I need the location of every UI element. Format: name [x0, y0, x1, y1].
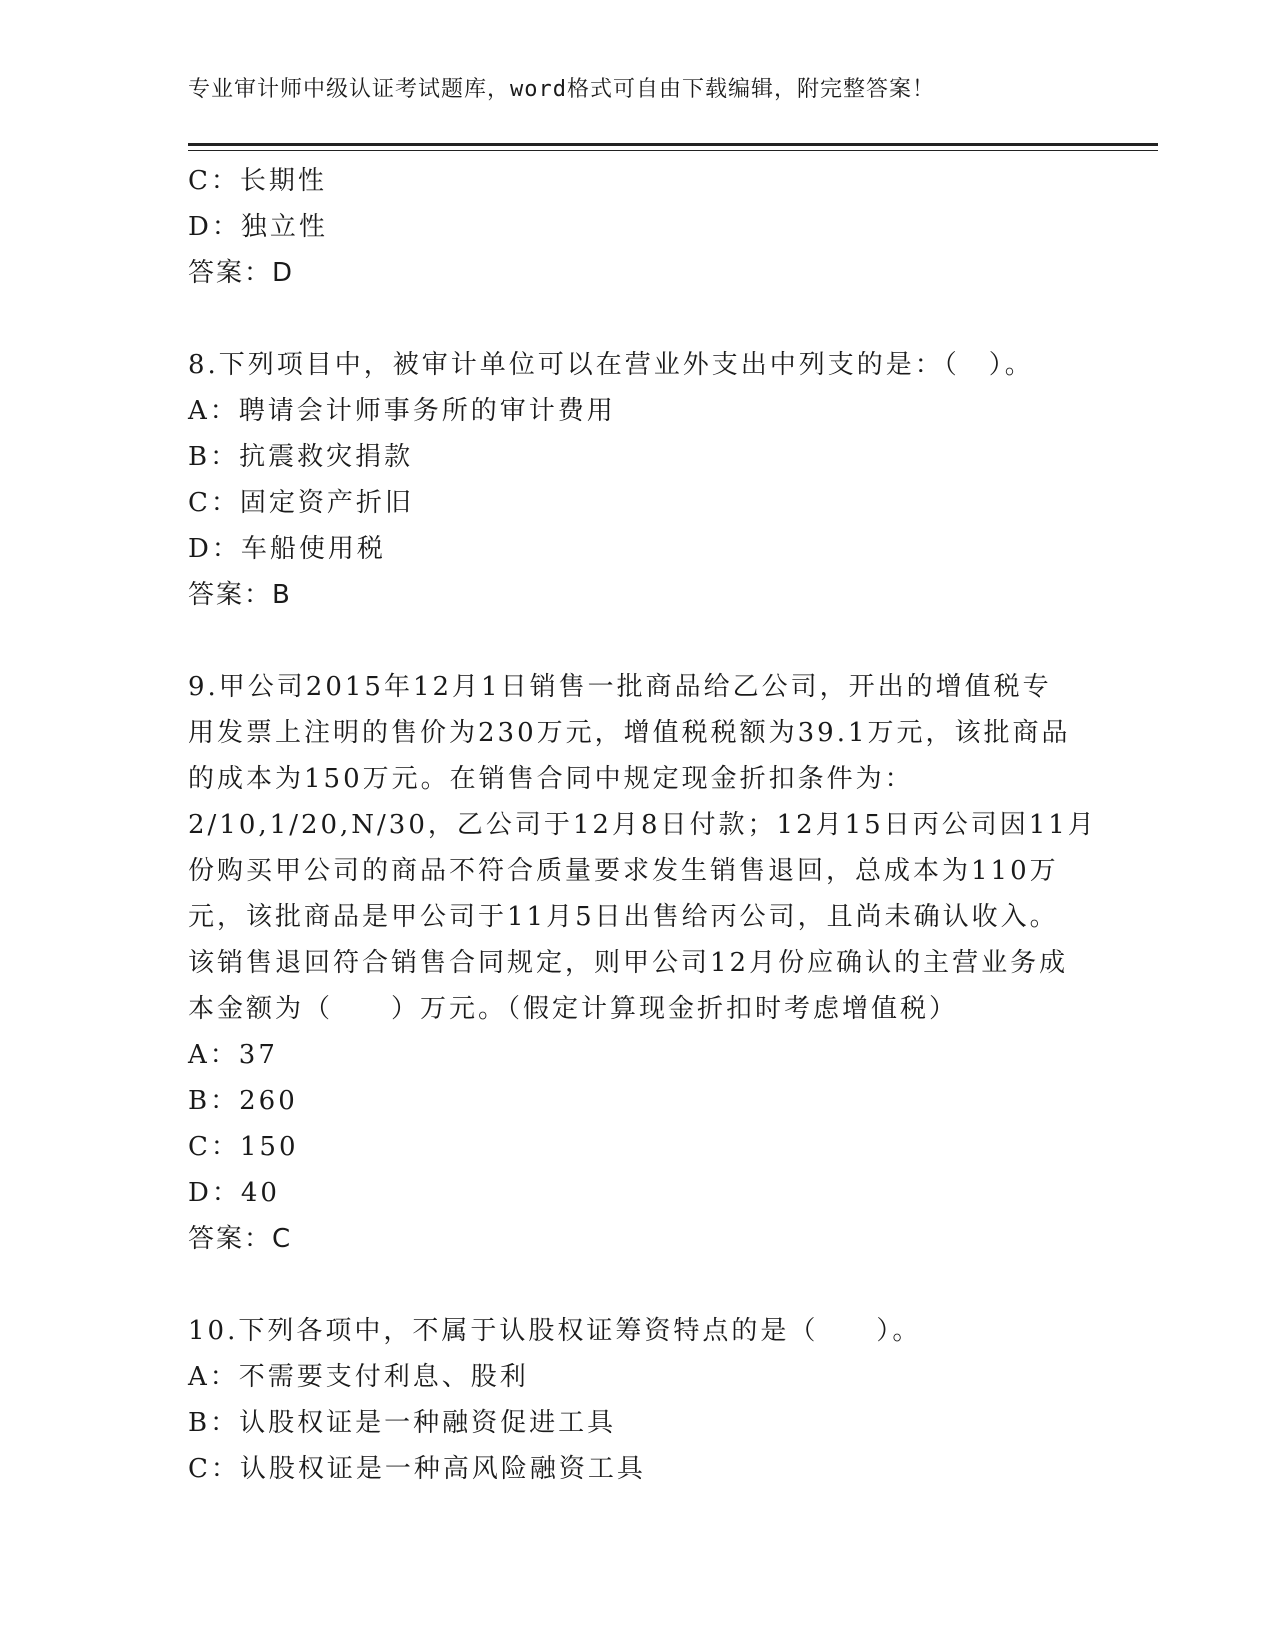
question-9-line: 该销售退回符合销售合同规定，则甲公司12月份应确认的主营业务成: [188, 948, 1069, 978]
question-9-line: 本金额为（ ）万元。（假定计算现金折扣时考虑增值税）: [188, 994, 959, 1024]
option-a: A：聘请会计师事务所的审计费用: [188, 396, 616, 426]
option-b: B：认股权证是一种融资促进工具: [188, 1408, 617, 1438]
question-8: 8.下列项目中，被审计单位可以在营业外支出中列支的是：（ ）。: [188, 350, 1034, 380]
option-d: D：车船使用税: [188, 534, 386, 564]
answer: 答案：C: [188, 1224, 293, 1254]
option-c: C：认股权证是一种高风险融资工具: [188, 1454, 646, 1484]
question-9-line: 用发票上注明的售价为230万元，增值税税额为39.1万元，该批商品: [188, 718, 1071, 748]
option-a: A：不需要支付利息、股利: [188, 1362, 529, 1392]
option-c: C：固定资产折旧: [188, 488, 414, 518]
option-d: D：40: [188, 1178, 280, 1208]
question-9-line: 的成本为150万元。在销售合同中规定现金折扣条件为：: [188, 764, 914, 794]
option-b: B：260: [188, 1086, 298, 1116]
option-a: A：37: [188, 1040, 278, 1070]
question-9-line: 份购买甲公司的商品不符合质量要求发生销售退回，总成本为110万: [188, 856, 1059, 886]
answer: 答案：B: [188, 580, 292, 610]
answer: 答案：D: [188, 258, 295, 288]
option-d: D：独立性: [188, 212, 328, 242]
header-divider-thick: [188, 143, 1158, 146]
document-body: [188, 158, 1097, 1492]
header-divider-thin: [188, 150, 1158, 151]
question-9-line: 9.甲公司2015年12月1日销售一批商品给乙公司，开出的增值税专: [188, 672, 1052, 702]
option-b: B：抗震救灾捐款: [188, 442, 414, 472]
option-c: C：长期性: [188, 166, 327, 196]
option-c: C：150: [188, 1132, 299, 1162]
question-10: 10.下列各项中，不属于认股权证筹资特点的是（ ）。: [188, 1316, 922, 1346]
question-9-line: 2/10,1/20,N/30，乙公司于12月8日付款；12月15日丙公司因11月: [188, 810, 1097, 840]
question-9-line: 元，该批商品是甲公司于11月5日出售给丙公司，且尚未确认收入。: [188, 902, 1059, 932]
page-header: 专业审计师中级认证考试题库，word格式可自由下载编辑，附完整答案！: [188, 77, 935, 102]
